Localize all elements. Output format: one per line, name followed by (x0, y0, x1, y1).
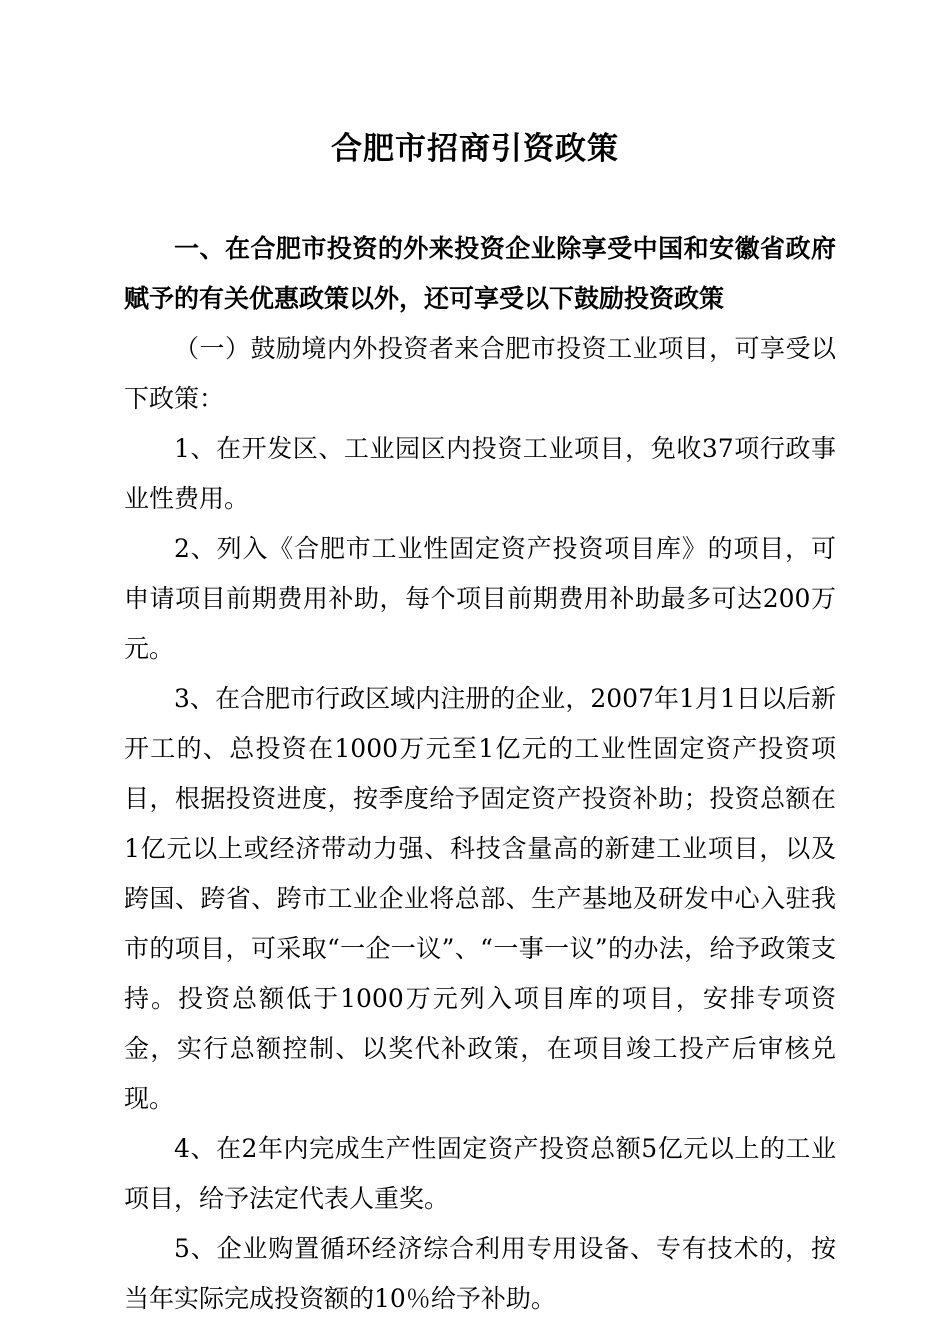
policy-item-4: 4、在2年内完成生产性固定资产投资总额5亿元以上的工业项目，给予法定代表人重奖。 (124, 1134, 836, 1213)
document-body (124, 224, 836, 1324)
policy-item-1: 1、在开发区、工业园区内投资工业项目，免收37项行政事业性费用。 (124, 434, 836, 513)
subsection-heading-1: （一）鼓励境内外投资者来合肥市投资工业项目，可享受以下政策： (124, 334, 836, 413)
policy-item-2: 2、列入《合肥市工业性固定资产投资项目库》的项目，可申请项目前期费用补助，每个项目前期费用补助最多可达200万元。 (124, 534, 836, 663)
policy-item-5: 5、企业购置循环经济综合利用专用设备、专有技术的，按当年实际完成投资额的10％给予补助。 (124, 1234, 836, 1313)
section-heading-1: 一、在合肥市投资的外来投资企业除享受中国和安徽省政府赋予的有关优惠政策以外，还可享受以下鼓励投资政策 (124, 234, 836, 313)
policy-item-3: 3、在合肥市行政区域内注册的企业，2007年1月1日以后新开工的、总投资在1000万元至1亿元的工业性固定资产投资项目，根据投资进度，按季度给予固定资产投资补助；投资总额在1亿元以上或经济带动力强、科技含量高的新建工业项目，以及跨国、跨省、跨市工业企业将总部、生产基地及研发中心入驻我市的项目，可采取“一企一议”、“一事一议”的办法，给予政策支持。投资总额低于1000万元列入项目库的项目，安排专项资金，实行总额控制、以奖代补政策，在项目竣工投产后审核兑现。 (124, 684, 836, 1113)
document-title: 合肥市招商引资政策 (331, 131, 619, 167)
